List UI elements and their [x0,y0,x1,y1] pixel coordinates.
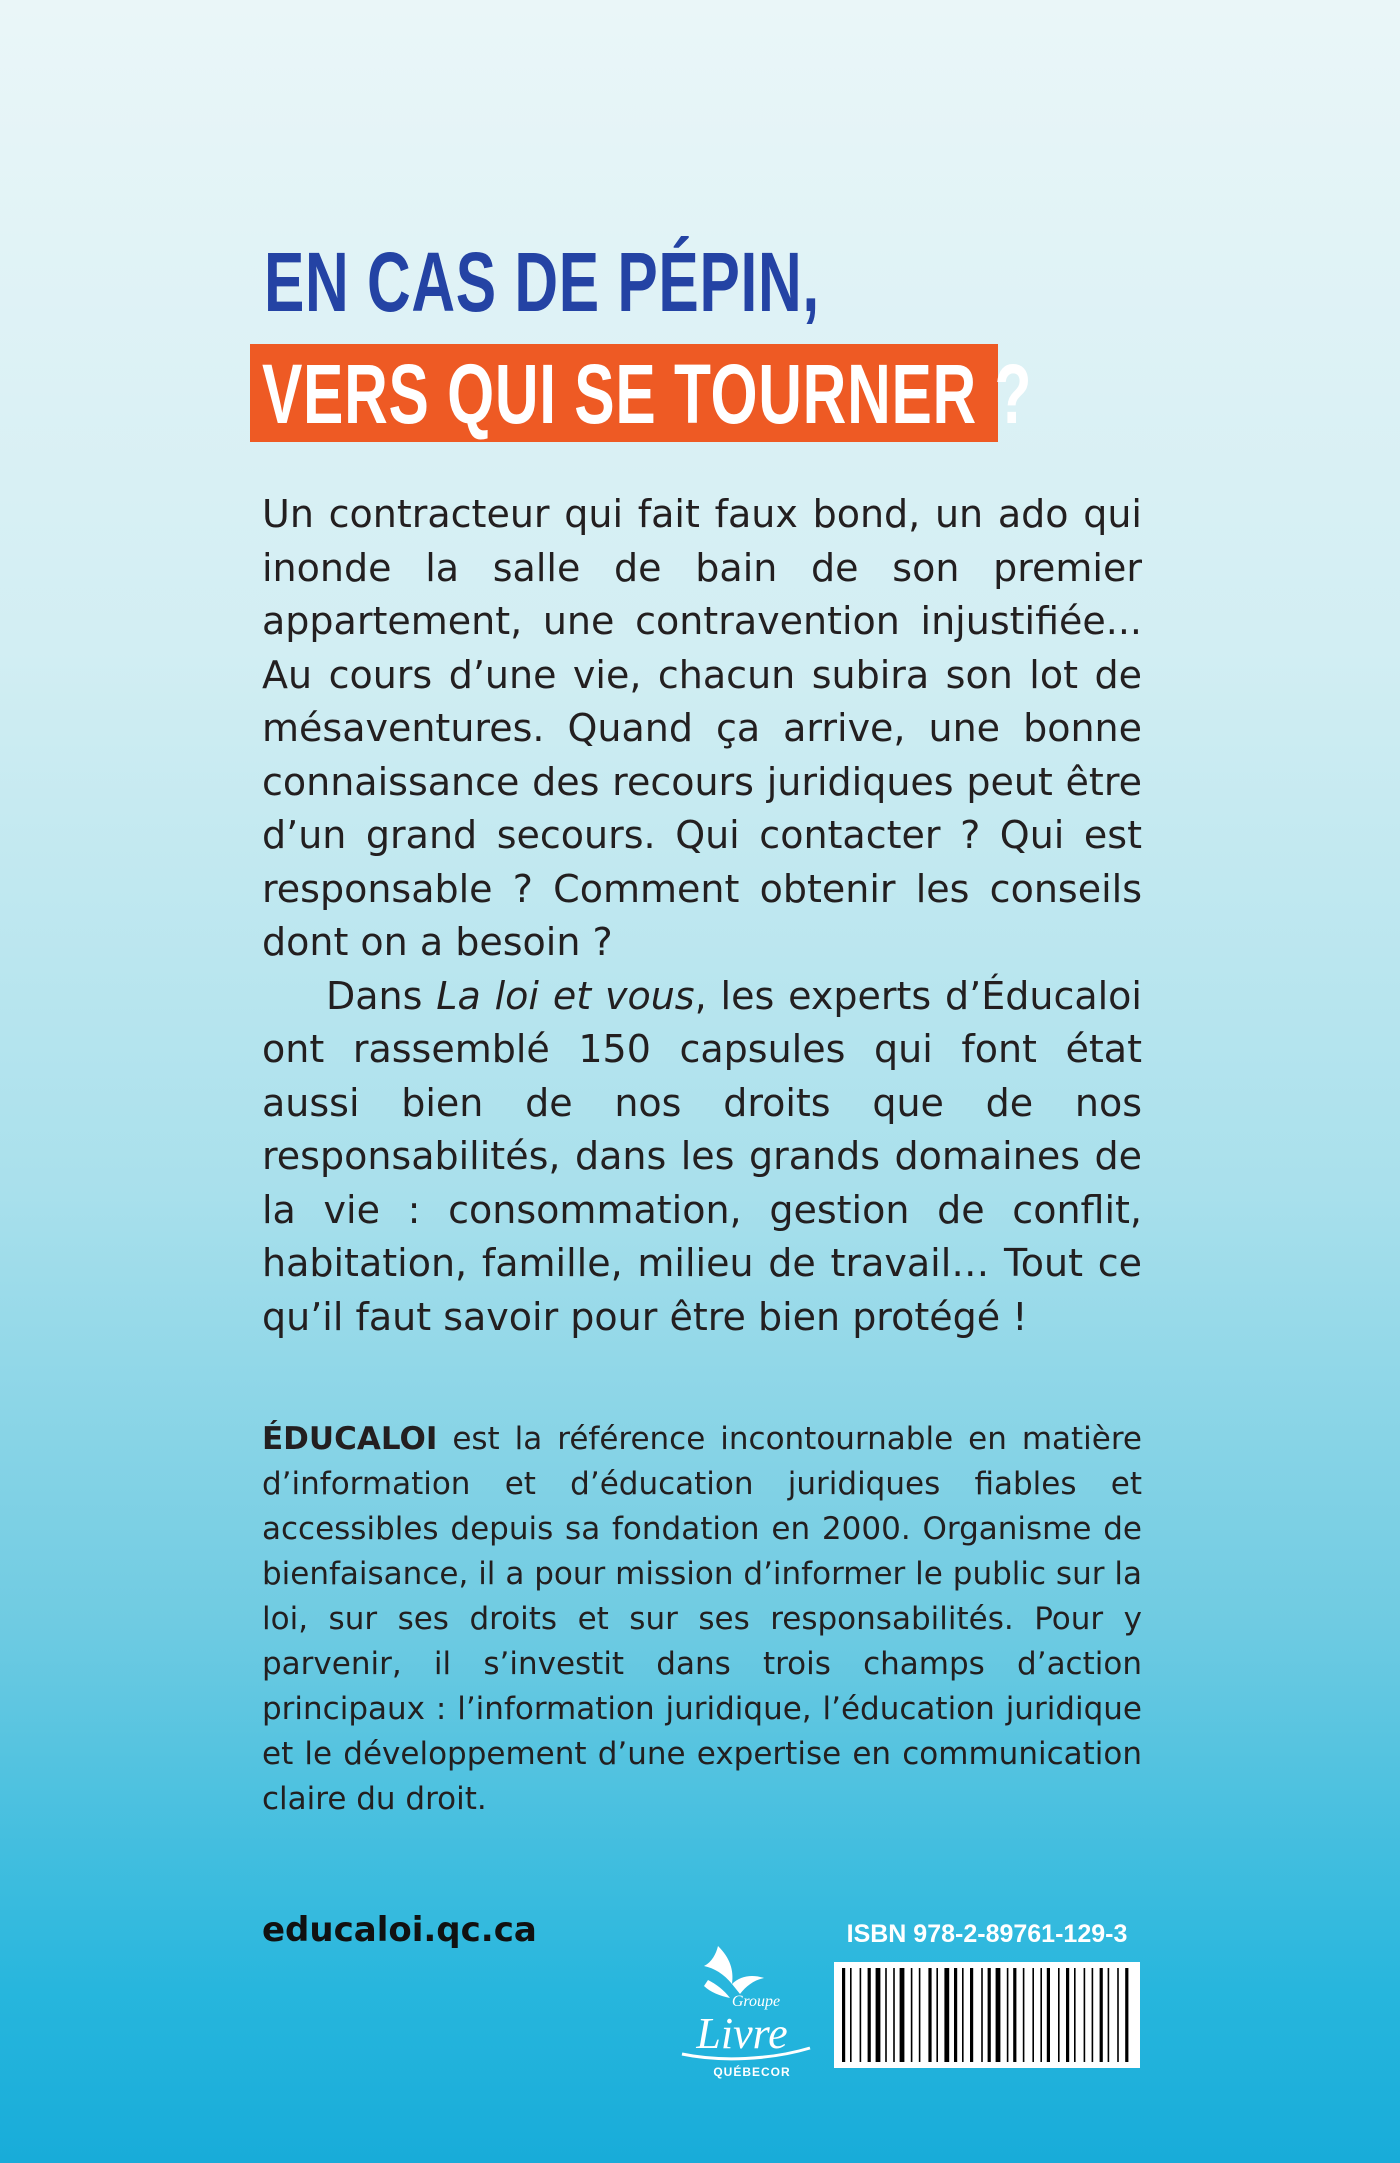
logo-livre: Livre [696,2009,788,2058]
blurb-paragraph-2-start: Dans [326,973,437,1018]
about-educaloi [262,1417,1142,1822]
logo-groupe: Groupe [731,1993,781,2010]
blurb-paragraph-1: Un contracteur qui fait faux bond, un ado qui inonde la salle de bain de son premier appartement, une contravention injustifiée... Au cours d’une vie, chacun subira son lot de mésaventures. Quand ça arrive, une bonne connaissance des recours juridiques peut être d’un grand secours. Qui contacter ? Qui est responsable ? Comment obtenir les conseils dont on a besoin ? [262,492,1142,964]
publisher-logo [660,1940,820,2090]
barcode [834,1962,1140,2068]
book-title: La loi et vous [436,973,695,1018]
about-text: est la référence incontournable en matière d’information et d’éducation juridiques fiables et accessibles depuis sa fondation en 2000. Organisme de bienfaisance, il a pour mission d’informer le public sur la loi, sur ses droits et sur ses responsabilités. Pour y parvenir, il s’investit dans trois champs d’action principaux : l’information juridique, l’éducation juridique et le développement d’une expertise en communication claire du droit. [262,1421,1142,1817]
bird-icon [704,1946,764,1998]
blurb-paragraph-2-rest: , les experts d’Éducaloi ont rassemblé 150 capsules qui font état aussi bien de nos droits que de nos responsabilités, dans les grands domaines de la vie : consommation, gestion de conflit, habitation, famille, milieu de travail… Tout ce qu’il faut savoir pour être bien protégé ! [262,973,1142,1339]
blurb [262,488,1142,1344]
website-link[interactable]: educaloi.qc.ca [262,1910,537,1950]
isbn: ISBN 978-2-89761-129-3 [846,1920,1128,1948]
headline-line-1: EN CAS DE PÉPIN, [264,235,820,329]
headline-line-2: VERS QUI SE TOURNER ? [262,347,1033,441]
blurb-paragraph-2 [262,970,1142,1345]
logo-quebecor: QUÉBECOR [713,2065,791,2079]
about-name: ÉDUCALOI [262,1421,438,1457]
